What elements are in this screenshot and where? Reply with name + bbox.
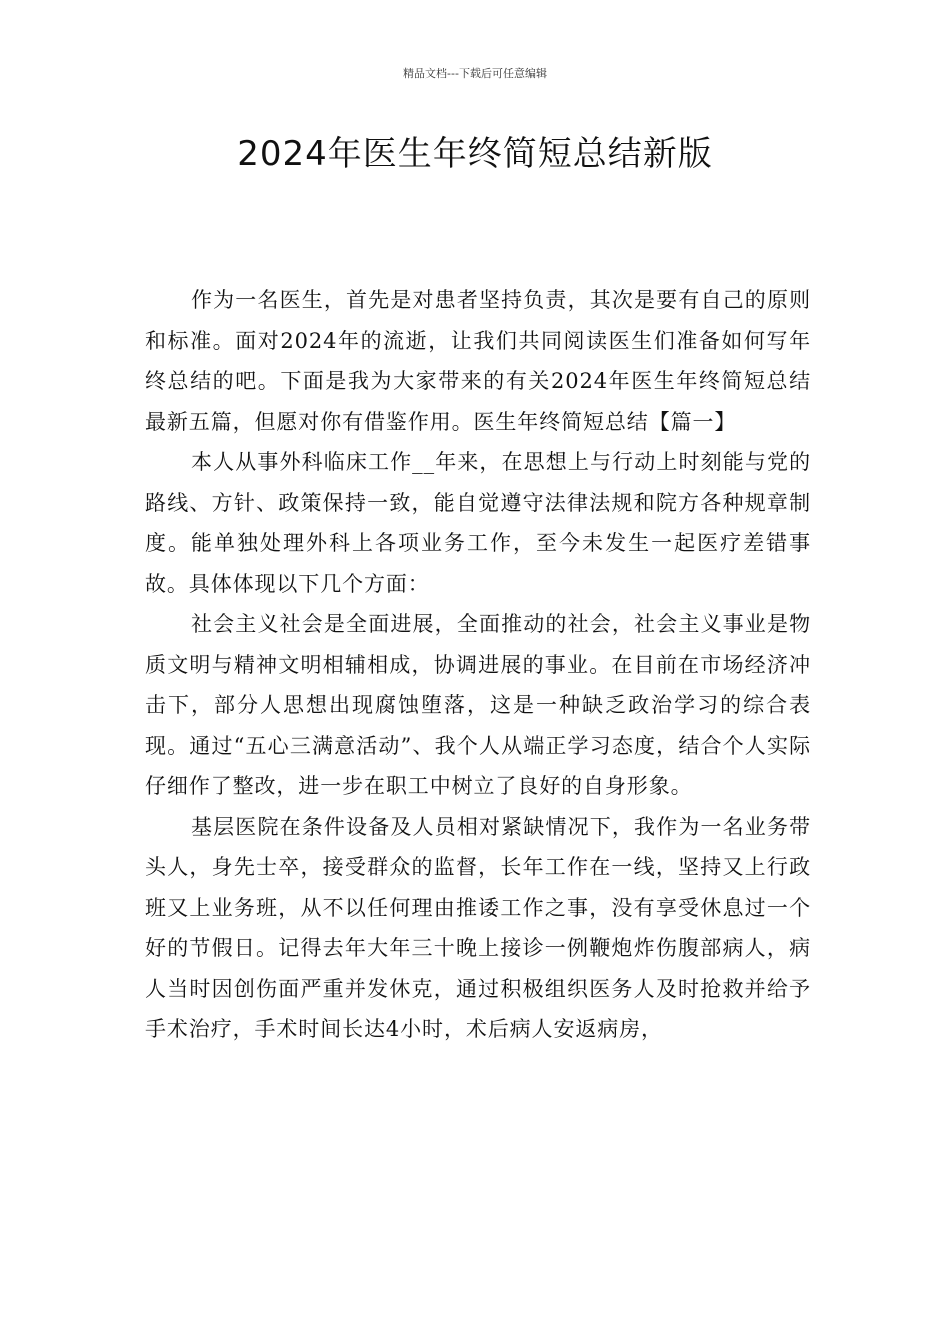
paragraph: 作为一名医生，首先是对患者坚持负责，其次是要有自己的原则和标准。面对2024年的流逝，让我们共同阅读医生们准备如何写年终总结的吧。下面是我为大家带来的有关2024年医生年终简短总结最新五篇，但愿对你有借鉴作用。医生年终简短总结【篇一】 [145, 288, 811, 434]
document-body [145, 280, 811, 1050]
document-title: 2024年医生年终简短总结新版 [237, 134, 713, 174]
paragraph: 基层医院在条件设备及人员相对紧缺情况下，我作为一名业务带头人，身先士卒，接受群众的监督，长年工作在一线，坚持又上行政班又上业务班，从不以任何理由推诿工作之事，没有享受休息过一个好的节假日。记得去年大年三十晚上接诊一例鞭炮炸伤腹部病人，病人当时因创伤面严重并发休克，通过积极组织医务人及时抢救并给予手术治疗，手术时间长达4小时，术后病人安返病房， [145, 814, 811, 1041]
paragraph: 本人从事外科临床工作__年来，在思想上与行动上时刻能与党的路线、方针、政策保持一致，能自觉遵守法律法规和院方各种规章制度。能单独处理外科上各项业务工作，至今未发生一起医疗差错事故。具体体现以下几个方面： [145, 450, 811, 596]
header-note: 精品文档---下载后可任意编辑 [403, 67, 547, 80]
paragraph: 社会主义社会是全面进展，全面推动的社会，社会主义事业是物质文明与精神文明相辅相成，协调进展的事业。在目前在市场经济冲击下，部分人思想出现腐蚀堕落，这是一种缺乏政治学习的综合表现。通过“五心三满意活动”、我个人从端正学习态度，结合个人实际仔细作了整改，进一步在职工中树立了良好的自身形象。 [145, 612, 811, 798]
